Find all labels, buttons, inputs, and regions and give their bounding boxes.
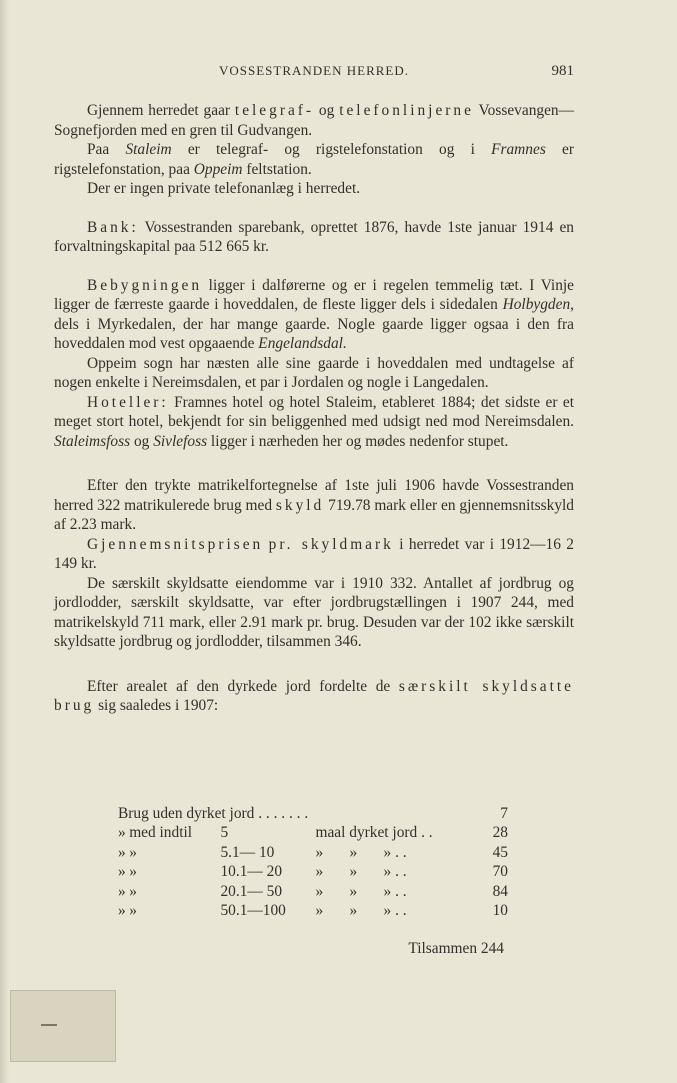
- paragraph-hoteller: Hoteller: Framnes hotel og hotel Staleim, etableret 1884; det sidste er et meget stort hotel, bekjendt for sin beliggenhed med udsigt ned mod Nereimsdalen. Staleimsfoss og Sivlefoss ligger i nærheden her og mødes nedenfor stupet.: [54, 393, 574, 450]
- table-cell-text: med indtil: [129, 824, 193, 842]
- paragraph-bebygningen: Bebygningen ligger i dalførerne og er i regelen temmelig tæt. I Vinje ligger de færreste gaarde i hoveddalen, de fleste ligger dels i sidedalen Holbygden, dels i Myrkedalen, der har mange gaarde. Nogle gaarde ligger ogsaa i den fra hoveddalen mod vest opgaaende Engelandsdal.: [54, 276, 574, 352]
- table-cell-ditto: »: [118, 863, 126, 881]
- table-row: [118, 902, 508, 922]
- table-row: [118, 824, 508, 844]
- paragraph-private: Der er ingen private telefonanlæg i herredet.: [87, 180, 361, 197]
- table-cell-ditto: »: [315, 902, 324, 920]
- running-header: [54, 63, 574, 85]
- table-cell-label: Brug uden dyrket jord . . . . . . .: [118, 804, 309, 822]
- table-cell-ditto: »: [118, 843, 126, 861]
- table-row: [118, 804, 508, 824]
- table-cell-ditto: »: [118, 902, 126, 920]
- table-cell-ditto: »: [129, 902, 137, 920]
- table-cell-range: 5.1— 10: [220, 843, 275, 861]
- table-cell-count: 84: [492, 882, 508, 900]
- table-cell-text: maal dyrket jord . .: [315, 824, 433, 842]
- table-cell-ditto: »: [129, 863, 137, 881]
- paragraph-matrikel: Efter den trykte matrikelfortegnelse af 1ste juli 1906 havde Vossestranden herred 322 matrikulerede brug med skyld 719.78 mark eller en gjennemsnitsskyld af 2.23 mark.: [54, 477, 574, 533]
- table-cell-range: 50.1—100: [220, 902, 286, 920]
- table-cell-count: 70: [492, 863, 508, 881]
- table-cell-ditto: »: [349, 863, 358, 881]
- table-cell-ditto: »: [315, 863, 324, 881]
- table-row: [118, 882, 508, 902]
- table-cell-ditto: »: [315, 882, 324, 900]
- table-cell-ditto: »: [349, 843, 358, 861]
- table-cell-ditto: »: [118, 882, 126, 900]
- table-cell-ditto: »: [349, 902, 358, 920]
- stub-mark: [41, 1024, 57, 1026]
- table-cell-range: 5: [220, 824, 229, 842]
- farm-distribution-table: [118, 804, 508, 921]
- table-row: [118, 863, 508, 883]
- paragraph-saerskilt: De særskilt skyldsatte eiendomme var i 1910 332. Antallet af jordbrug og jordlodder, særskilt skyldsatte, var efter jordbrugstællingen i 1907 244, med matrikelskyld 711 mark, eller 2.91 mark pr. brug. Desuden var der 102 ikke særskilt skyldsatte jordbrug og jordlodder, tilsammen 346.: [54, 574, 574, 650]
- total-value: 244: [480, 940, 504, 957]
- table-cell-ditto: » . .: [383, 902, 407, 920]
- paragraph-gjennemsnit: Gjennemsnitsprisen pr. skyldmark i herredet var i 1912—16 2 149 kr.: [54, 535, 575, 572]
- table-row: [118, 843, 508, 863]
- table-cell-range: 10.1— 20: [220, 863, 283, 881]
- paragraph-areal: Efter arealet af den dyrkede jord fordelte de særskilt skyldsatte brug sig saaledes i 1907:: [54, 677, 575, 714]
- total-label: Tilsammen: [408, 940, 478, 957]
- body-text: [54, 101, 574, 716]
- table-cell-ditto: » . .: [383, 882, 407, 900]
- table-cell-ditto: »: [349, 882, 358, 900]
- library-stub-strip: [10, 990, 116, 1062]
- page-number: 981: [551, 63, 574, 79]
- table-cell-count: 45: [492, 843, 508, 861]
- page-spine-shadow: [0, 0, 9, 1083]
- paragraph-bank: Bank: Vossestranden sparebank, oprettet 1876, havde 1ste januar 1914 en forvaltningskapital paa 512 665 kr.: [54, 218, 574, 255]
- table-total: [380, 940, 504, 958]
- table-cell-ditto: »: [315, 843, 324, 861]
- table-cell-ditto: » . .: [383, 843, 407, 861]
- table-cell-ditto: »: [129, 882, 137, 900]
- table-cell-range: 20.1— 50: [220, 882, 283, 900]
- table-cell-ditto: »: [129, 843, 137, 861]
- table-cell-ditto: » . .: [383, 863, 407, 881]
- paragraph-oppeim: Oppeim sogn har næsten alle sine gaarde i hoveddalen med undtagelse af nogen enkelte i Nereimsdalen, et par i Jordalen og nogle i Langedalen.: [54, 354, 574, 391]
- header-title: VOSSESTRANDEN HERRED.: [218, 63, 409, 78]
- paragraph-staleim: Paa Staleim er telegraf- og rigstelefonstation og i Framnes er rigstelefonstation, paa Oppeim feltstation.: [54, 141, 574, 178]
- table-cell-count: 7: [500, 804, 508, 822]
- table-cell-count: 10: [492, 902, 508, 920]
- table-cell-count: 28: [492, 824, 508, 842]
- paragraph-telegraf: Gjennem herredet gaar telegraf- og telefonlinjerne Vossevangen—Sognefjorden med en gren til Gudvangen.: [54, 102, 574, 139]
- table-cell-ditto: »: [118, 824, 126, 842]
